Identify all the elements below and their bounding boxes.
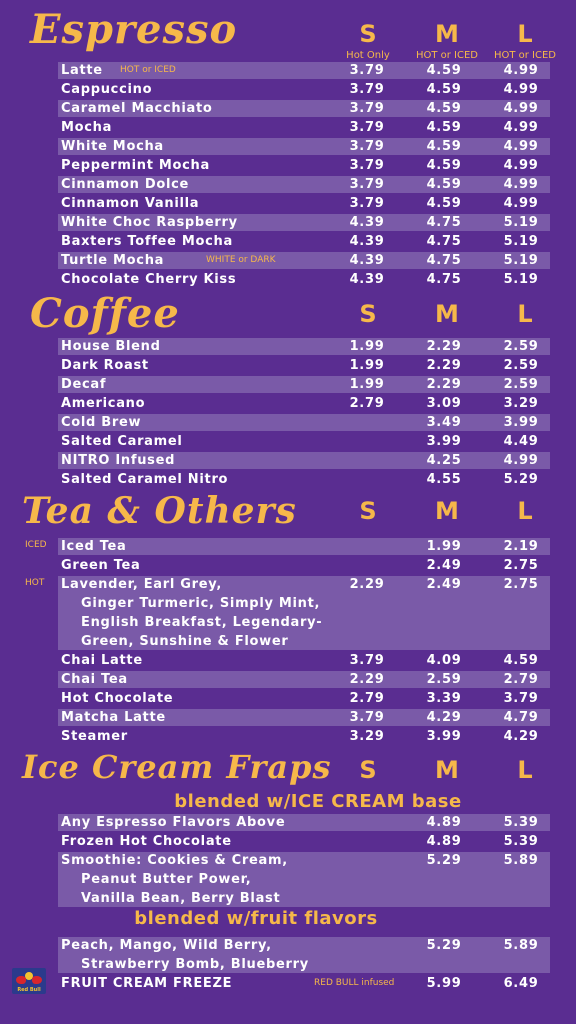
price-l: 4.99 xyxy=(503,139,539,154)
price-l: 5.19 xyxy=(503,215,539,230)
price-s: 3.79 xyxy=(349,653,385,668)
price-l: 2.75 xyxy=(503,577,539,592)
price-l: 2.59 xyxy=(503,358,539,373)
price-m: 4.59 xyxy=(426,120,462,135)
tea-size-m: M xyxy=(435,497,459,525)
menu-row-continuation xyxy=(58,614,550,631)
item-name: Any Espresso Flavors Above xyxy=(61,815,286,830)
price-s: 3.79 xyxy=(349,63,385,78)
fraps-size-l: L xyxy=(517,756,533,784)
item-name: Chocolate Cherry Kiss xyxy=(61,272,237,287)
price-m: 4.59 xyxy=(426,196,462,211)
item-name: Peppermint Mocha xyxy=(61,158,210,173)
item-name: Turtle Mocha xyxy=(61,253,165,268)
price-m: 1.99 xyxy=(426,539,462,554)
menu-row xyxy=(58,852,550,869)
price-m: 3.99 xyxy=(426,729,462,744)
item-name: Cold Brew xyxy=(61,415,142,430)
price-l: 5.89 xyxy=(503,938,539,953)
espresso-size-s: S xyxy=(359,20,377,48)
menu-row xyxy=(58,652,550,669)
price-m: 4.89 xyxy=(426,815,462,830)
fraps-size-s: S xyxy=(359,756,377,784)
price-l: 3.29 xyxy=(503,396,539,411)
menu-row xyxy=(58,338,550,355)
item-name: White Mocha xyxy=(61,139,164,154)
item-name: Mocha xyxy=(61,120,113,135)
price-m: 4.75 xyxy=(426,215,462,230)
item-name-cont: Peanut Butter Power, xyxy=(81,872,252,887)
item-name-cont: Strawberry Bomb, Blueberry xyxy=(81,957,309,972)
price-m: 4.89 xyxy=(426,834,462,849)
price-m: 4.75 xyxy=(426,234,462,249)
item-name: Latte xyxy=(61,63,103,78)
menu-row xyxy=(58,576,550,593)
menu-row xyxy=(58,195,550,212)
item-name-cont: Ginger Turmeric, Simply Mint, xyxy=(81,596,321,611)
item-name: Cinnamon Dolce xyxy=(61,177,190,192)
price-s: 3.79 xyxy=(349,710,385,725)
menu-row xyxy=(58,100,550,117)
price-m: 4.59 xyxy=(426,82,462,97)
menu-row xyxy=(58,538,550,555)
price-s: 3.79 xyxy=(349,158,385,173)
menu-row-continuation xyxy=(58,633,550,650)
price-m: 4.59 xyxy=(426,63,462,78)
price-s: 2.29 xyxy=(349,672,385,687)
price-s: 2.79 xyxy=(349,691,385,706)
price-l: 2.79 xyxy=(503,672,539,687)
price-l: 4.99 xyxy=(503,177,539,192)
item-name: Decaf xyxy=(61,377,107,392)
price-m: 4.55 xyxy=(426,472,462,487)
price-m: 3.39 xyxy=(426,691,462,706)
price-l: 4.99 xyxy=(503,158,539,173)
price-s: 2.29 xyxy=(349,577,385,592)
item-name-cont: English Breakfast, Legendary- xyxy=(81,615,323,630)
fraps-size-m: M xyxy=(435,756,459,784)
price-l: 4.99 xyxy=(503,101,539,116)
coffee-title: Coffee xyxy=(30,290,180,337)
price-m: 5.29 xyxy=(426,938,462,953)
menu-row-continuation xyxy=(58,595,550,612)
menu-row xyxy=(58,233,550,250)
price-l: 4.49 xyxy=(503,434,539,449)
price-m: 4.59 xyxy=(426,177,462,192)
price-l: 4.99 xyxy=(503,63,539,78)
price-l: 5.39 xyxy=(503,834,539,849)
price-m: 2.29 xyxy=(426,339,462,354)
item-name: White Choc Raspberry xyxy=(61,215,238,230)
menu-row xyxy=(58,671,550,688)
espresso-note-s: Hot Only xyxy=(346,50,390,61)
price-s: 4.39 xyxy=(349,253,385,268)
price-m: 3.99 xyxy=(426,434,462,449)
item-name: House Blend xyxy=(61,339,161,354)
menu-row xyxy=(58,833,550,850)
espresso-size-m: M xyxy=(435,20,459,48)
price-l: 5.29 xyxy=(503,472,539,487)
price-m: 5.99 xyxy=(426,976,462,991)
tea-size-s: S xyxy=(359,497,377,525)
red-bull-logo-icon xyxy=(12,968,46,994)
menu-row xyxy=(58,357,550,374)
item-name: Salted Caramel Nitro xyxy=(61,472,229,487)
price-s: 3.29 xyxy=(349,729,385,744)
price-l: 4.99 xyxy=(503,453,539,468)
price-s: 4.39 xyxy=(349,272,385,287)
menu-row xyxy=(58,814,550,831)
item-name: Chai Latte xyxy=(61,653,143,668)
price-m: 4.75 xyxy=(426,272,462,287)
price-s: 4.39 xyxy=(349,215,385,230)
item-name: Cinnamon Vanilla xyxy=(61,196,200,211)
menu-row-continuation xyxy=(58,956,550,973)
price-s: 4.39 xyxy=(349,234,385,249)
menu-row xyxy=(58,414,550,431)
price-s: 3.79 xyxy=(349,177,385,192)
price-l: 4.59 xyxy=(503,653,539,668)
tea-size-l: L xyxy=(517,497,533,525)
price-s: 3.79 xyxy=(349,120,385,135)
price-m: 2.49 xyxy=(426,558,462,573)
price-s: 1.99 xyxy=(349,358,385,373)
price-l: 3.99 xyxy=(503,415,539,430)
price-m: 2.29 xyxy=(426,377,462,392)
price-l: 2.59 xyxy=(503,339,539,354)
menu-row xyxy=(58,271,550,288)
price-m: 4.09 xyxy=(426,653,462,668)
price-m: 4.59 xyxy=(426,139,462,154)
price-s: 3.79 xyxy=(349,82,385,97)
menu-row xyxy=(58,376,550,393)
item-name: Smoothie: Cookies & Cream, xyxy=(61,853,288,868)
price-l: 4.79 xyxy=(503,710,539,725)
price-l: 5.89 xyxy=(503,853,539,868)
item-name: Baxters Toffee Mocha xyxy=(61,234,233,249)
menu-row xyxy=(58,176,550,193)
espresso-note-l: HOT or ICED xyxy=(493,50,557,61)
item-name-cont: Green, Sunshine & Flower xyxy=(81,634,289,649)
menu-row xyxy=(58,252,550,269)
item-name: Dark Roast xyxy=(61,358,149,373)
logo-text: Red Bull xyxy=(17,987,41,993)
menu-row xyxy=(58,433,550,450)
item-name: FRUIT CREAM FREEZE xyxy=(61,976,233,991)
price-m: 4.75 xyxy=(426,253,462,268)
item-name: NITRO Infused xyxy=(61,453,176,468)
price-m: 4.25 xyxy=(426,453,462,468)
price-l: 6.49 xyxy=(503,976,539,991)
menu-row xyxy=(58,471,550,488)
menu-row-continuation xyxy=(58,890,550,907)
menu-row xyxy=(58,214,550,231)
coffee-size-s: S xyxy=(359,300,377,328)
menu-row xyxy=(58,119,550,136)
item-name: Matcha Latte xyxy=(61,710,166,725)
menu-row xyxy=(58,690,550,707)
price-m: 2.49 xyxy=(426,577,462,592)
item-name: Chai Tea xyxy=(61,672,128,687)
price-l: 4.29 xyxy=(503,729,539,744)
menu-row-continuation xyxy=(58,871,550,888)
price-m: 4.59 xyxy=(426,158,462,173)
item-name: Salted Caramel xyxy=(61,434,183,449)
price-s: 1.99 xyxy=(349,339,385,354)
item-name-cont: Vanilla Bean, Berry Blast xyxy=(81,891,281,906)
price-l: 5.19 xyxy=(503,272,539,287)
coffee-size-l: L xyxy=(517,300,533,328)
price-s: 3.79 xyxy=(349,101,385,116)
menu-row xyxy=(58,138,550,155)
item-tag: HOT or ICED xyxy=(120,65,176,75)
price-l: 2.59 xyxy=(503,377,539,392)
menu-row xyxy=(58,395,550,412)
menu-row xyxy=(58,975,550,992)
price-m: 4.59 xyxy=(426,101,462,116)
price-s: 1.99 xyxy=(349,377,385,392)
price-s: 3.79 xyxy=(349,139,385,154)
price-l: 5.19 xyxy=(503,234,539,249)
item-name: Green Tea xyxy=(61,558,141,573)
price-m: 3.09 xyxy=(426,396,462,411)
iced-label: ICED xyxy=(25,540,47,550)
menu-row xyxy=(58,62,550,79)
item-name: Frozen Hot Chocolate xyxy=(61,834,232,849)
price-l: 5.19 xyxy=(503,253,539,268)
menu-row xyxy=(58,728,550,745)
item-name: Peach, Mango, Wild Berry, xyxy=(61,938,272,953)
fraps-subtitle-fruit: blended w/fruit flavors xyxy=(134,908,378,929)
menu-row xyxy=(58,709,550,726)
item-name: Hot Chocolate xyxy=(61,691,174,706)
price-m: 5.29 xyxy=(426,853,462,868)
item-name: Caramel Macchiato xyxy=(61,101,213,116)
price-l: 3.79 xyxy=(503,691,539,706)
menu-row xyxy=(58,452,550,469)
price-s: 3.79 xyxy=(349,196,385,211)
price-l: 2.19 xyxy=(503,539,539,554)
price-m: 4.29 xyxy=(426,710,462,725)
price-l: 4.99 xyxy=(503,196,539,211)
hot-label: HOT xyxy=(25,578,45,588)
item-name: Lavender, Earl Grey, xyxy=(61,577,223,592)
menu-row xyxy=(58,81,550,98)
price-s: 2.79 xyxy=(349,396,385,411)
coffee-size-m: M xyxy=(435,300,459,328)
item-name: Cappuccino xyxy=(61,82,153,97)
menu-row xyxy=(58,557,550,574)
price-l: 4.99 xyxy=(503,120,539,135)
fraps-subtitle-icecream: blended w/ICE CREAM base xyxy=(174,791,462,812)
price-m: 2.59 xyxy=(426,672,462,687)
espresso-note-m: HOT or ICED xyxy=(415,50,479,61)
item-name: Steamer xyxy=(61,729,128,744)
item-name: Americano xyxy=(61,396,146,411)
espresso-size-l: L xyxy=(517,20,533,48)
price-l: 5.39 xyxy=(503,815,539,830)
item-tag: WHITE or DARK xyxy=(206,255,276,265)
item-tag: RED BULL infused xyxy=(314,978,395,988)
menu-row xyxy=(58,937,550,954)
price-m: 3.49 xyxy=(426,415,462,430)
fraps-title: Ice Cream Fraps xyxy=(22,748,332,786)
tea-title: Tea & Others xyxy=(22,490,297,532)
espresso-title: Espresso xyxy=(30,6,238,53)
menu-row xyxy=(58,157,550,174)
price-l: 2.75 xyxy=(503,558,539,573)
price-m: 2.29 xyxy=(426,358,462,373)
price-l: 4.99 xyxy=(503,82,539,97)
item-name: Iced Tea xyxy=(61,539,127,554)
